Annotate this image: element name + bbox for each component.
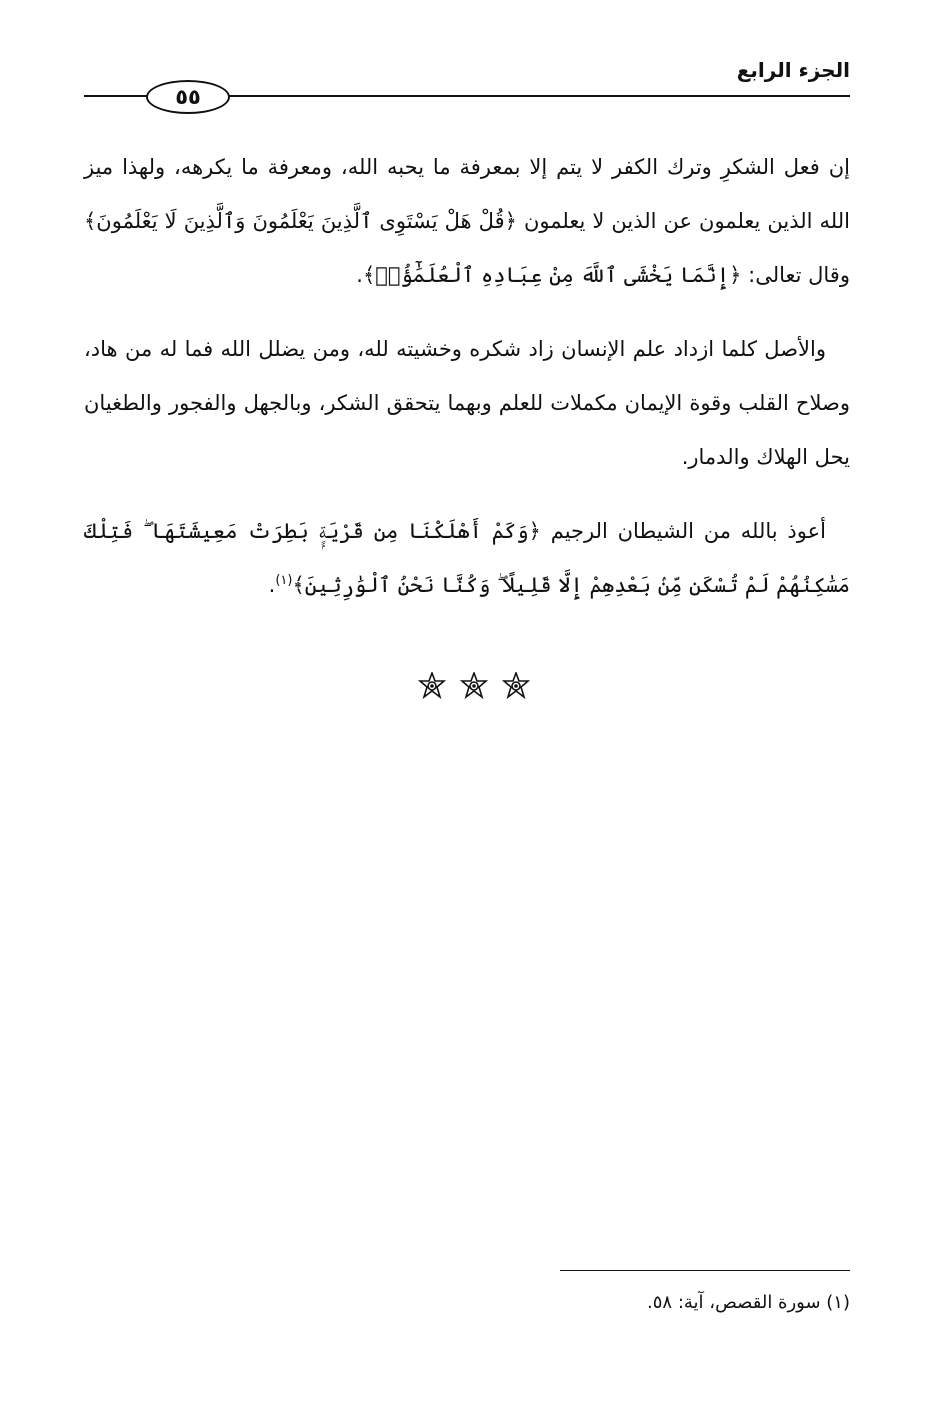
- page-number: ٥٥: [146, 80, 230, 114]
- text-span: وقال تعالى:: [741, 263, 850, 287]
- text-span: والأصل كلما ازداد علم الإنسان زاد شكره وخشيته لله، ومن يضلل الله فما له من هاد، وصلاح القلب وقوة الإيمان مكملات للعلم وبهما يتحقق الشكر، وبالجهل والفجور والطغيان يحل الهلاك والدمار.: [84, 337, 850, 469]
- body-text: [84, 140, 850, 632]
- footnote-reference[interactable]: (١): [275, 573, 293, 588]
- flower-ornament-icon: [502, 672, 530, 700]
- footnote-rule: [560, 1270, 850, 1271]
- text-span: .: [356, 263, 363, 287]
- quran-verse: ﴿قُلْ هَلْ يَسْتَوِى ٱلَّذِينَ يَعْلَمُونَ وَٱلَّذِينَ لَا يَعْلَمُونَ﴾: [84, 209, 517, 233]
- running-title: الجزء الرابع: [736, 58, 850, 82]
- quran-verse: ﴿وَكَمْ أَهْلَكْنَا مِن قَرْيَةٍۭ بَطِرَتْ مَعِيشَتَهَا ۖ فَتِلْكَ مَسَٰكِنُهُمْ لَمْ تُسْكَن مِّنۢ بَعْدِهِمْ إِلَّا قَلِيلًا ۖ وَكُنَّا نَحْنُ ٱلْوَٰرِثِينَ﴾: [84, 519, 850, 597]
- text-span: .: [268, 573, 276, 597]
- footnote: (١) سورة القصص، آية: ٥٨.: [647, 1292, 850, 1313]
- paragraph-1: [84, 140, 850, 302]
- page-header: [84, 58, 850, 118]
- section-divider: [0, 672, 948, 700]
- paragraph-2: [84, 322, 850, 484]
- flower-ornament-icon: [418, 672, 446, 700]
- quran-verse: ﴿إِنَّمَا يَخْشَى ٱللَّهَ مِنْ عِبَادِهِ ٱلْعُلَمَٰٓؤُا۟﴾: [362, 263, 742, 287]
- text-span: إن فعل الشكرِ وترك الكفر لا يتم إلا بمعرفة ما يحبه الله، ومعرفة ما يكرهه، ولهذا ميز الله الذين يعلمون عن الذين لا يعلمون: [84, 155, 850, 233]
- flower-ornament-icon: [460, 672, 488, 700]
- paragraph-3: [84, 504, 850, 612]
- text-span: أعوذ بالله من الشيطان الرجيم: [540, 519, 826, 543]
